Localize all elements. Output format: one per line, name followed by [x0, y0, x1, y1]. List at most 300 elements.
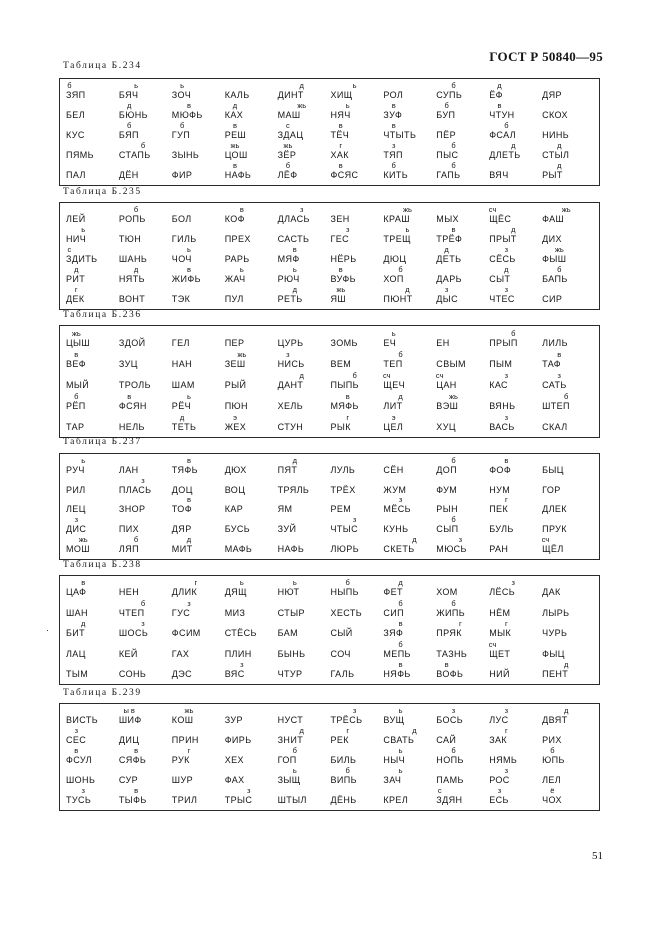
- word-cell: [119, 329, 172, 350]
- transcription-mark: в: [186, 265, 191, 274]
- word-cell: [66, 457, 119, 477]
- syllable-word: ЛЫРЬ: [542, 607, 570, 618]
- word-cell: [489, 102, 542, 122]
- syllable-word: НИЧ: [66, 234, 87, 244]
- transcription-mark: д: [511, 225, 516, 234]
- word-cell: [278, 286, 331, 306]
- syllable-word: ВОНТ: [118, 294, 146, 304]
- syllable-word: ГЕС: [330, 234, 350, 244]
- syllable-word: ТРЁСЬ: [330, 715, 363, 725]
- transcription-mark: в: [338, 161, 343, 170]
- syllable-word: БОСЬ: [436, 715, 464, 725]
- syllable-word: ЩЕТ: [489, 648, 511, 659]
- syllable-word: ДОЦ: [171, 484, 193, 495]
- syllable-word: МЫЙ: [66, 380, 90, 390]
- word-cell: [383, 392, 436, 413]
- word-cell: [278, 516, 331, 536]
- word-cell: [119, 787, 172, 807]
- syllable-word: ЩЁЛ: [542, 543, 564, 554]
- syllable-word: ДВЯТ: [542, 715, 568, 725]
- word-cell: [172, 661, 225, 681]
- syllable-word: РЕМ: [330, 504, 352, 515]
- transcription-mark: з: [458, 534, 463, 544]
- word-cell: [436, 536, 489, 556]
- word-cell: [66, 82, 119, 102]
- word-cell: [383, 122, 436, 142]
- word-cell: [278, 102, 331, 122]
- syllable-word: БАМ: [277, 628, 299, 639]
- syllable-word: ФСАЛ: [489, 130, 517, 140]
- transcription-mark: б: [398, 598, 403, 608]
- transcription-mark: д: [398, 578, 403, 588]
- syllable-word: ЗЯФ: [383, 628, 404, 639]
- syllable-word: ШИФ: [118, 715, 142, 725]
- word-cell: [542, 350, 595, 371]
- word-cell: [383, 599, 436, 619]
- word-cell: [383, 286, 436, 306]
- syllable-word: ТЮН: [118, 234, 142, 244]
- word-cell: [383, 620, 436, 640]
- word-cell: [383, 82, 436, 102]
- syllable-word: КОФ: [224, 214, 245, 224]
- word-cell: [436, 599, 489, 619]
- word-cell: [331, 579, 384, 599]
- word-cell: [172, 413, 225, 434]
- syllable-word: ФЫШ: [542, 254, 567, 264]
- word-cell: [436, 162, 489, 182]
- transcription-mark: б: [345, 766, 350, 775]
- syllable-word: ПЛАСЬ: [118, 484, 152, 495]
- syllable-word: НУСТ: [277, 715, 304, 725]
- transcription-mark: б: [179, 121, 185, 130]
- syllable-word: ДАНТ: [277, 380, 304, 390]
- transcription-mark: г: [74, 285, 78, 294]
- word-cell: [172, 620, 225, 640]
- transcription-mark: в: [186, 495, 191, 505]
- word-cell: [542, 329, 595, 350]
- syllable-word: ЦУРЬ: [277, 338, 304, 348]
- word-cell: [66, 497, 119, 517]
- syllable-word: ДЛЕТЬ: [489, 150, 521, 160]
- word-cell: [119, 536, 172, 556]
- transcription-mark: д: [504, 265, 509, 274]
- syllable-word: ХЕЛЬ: [277, 401, 304, 411]
- syllable-word: БЯЧ: [118, 90, 139, 100]
- syllable-word: ЯШ: [330, 294, 347, 304]
- syllable-word: БУЛЬ: [489, 524, 514, 535]
- word-cell: [331, 82, 384, 102]
- transcription-mark: жь: [230, 141, 240, 150]
- syllable-word: ФАШ: [542, 214, 565, 224]
- syllable-word: ЖЕХ: [224, 422, 247, 432]
- syllable-word: ЛИТ: [383, 401, 403, 411]
- syllable-word: ГУП: [171, 130, 191, 140]
- word-cell: [119, 767, 172, 787]
- word-cell: [119, 477, 172, 497]
- syllable-word: ХЕХ: [224, 755, 244, 765]
- word-cell: [225, 266, 278, 286]
- word-cell: [119, 392, 172, 413]
- transcription-mark: ь: [398, 746, 403, 755]
- transcription-mark: з: [504, 413, 509, 422]
- syllable-word: ХАК: [330, 150, 349, 160]
- transcription-mark: з: [557, 371, 562, 380]
- word-cell: [542, 767, 595, 787]
- word-cell: [278, 142, 331, 162]
- word-cell: [489, 122, 542, 142]
- word-cell: [278, 457, 331, 477]
- word-cell: [383, 747, 436, 767]
- syllable-word: ЦОШ: [224, 150, 248, 160]
- syllable-word: ЗНИТ: [277, 735, 304, 745]
- word-cell: [331, 266, 384, 286]
- word-cell: [66, 767, 119, 787]
- transcription-mark: в: [74, 350, 79, 359]
- transcription-mark: б: [444, 101, 449, 110]
- word-cell: [331, 707, 384, 727]
- word-cell: [489, 371, 542, 392]
- transcription-mark: д: [299, 81, 304, 90]
- word-cell: [225, 371, 278, 392]
- document-header: ГОСТ Р 50840—95: [489, 49, 603, 64]
- word-cell: [436, 661, 489, 681]
- syllable-word: МЫХ: [436, 214, 459, 224]
- syllable-word: КРЕЛ: [383, 795, 409, 805]
- transcription-mark: ь: [292, 578, 297, 588]
- transcription-mark: г: [505, 726, 508, 735]
- word-cell: [172, 392, 225, 413]
- word-cell: [489, 457, 542, 477]
- transcription-mark: з: [240, 659, 244, 669]
- transcription-mark: с: [286, 121, 290, 130]
- word-grid: [66, 206, 595, 306]
- syllable-word: ВЕФ: [66, 359, 87, 369]
- transcription-mark: д: [232, 101, 238, 110]
- syllable-word: НИСЬ: [277, 359, 305, 369]
- transcription-mark: б: [345, 578, 350, 588]
- syllable-word: ВЯС: [224, 668, 245, 679]
- word-cell: [436, 266, 489, 286]
- word-cell: [331, 727, 384, 747]
- transcription-mark: в: [239, 205, 244, 214]
- word-cell: [278, 620, 331, 640]
- transcription-mark: б: [127, 121, 132, 130]
- syllable-word: НЯФЬ: [383, 668, 411, 679]
- syllable-word: НЫПЬ: [330, 587, 359, 598]
- transcription-mark: в: [338, 121, 343, 130]
- transcription-mark: в: [557, 350, 562, 359]
- syllable-word: ПАМЬ: [436, 775, 464, 785]
- transcription-mark: б: [398, 350, 403, 359]
- syllable-word: ПЕК: [489, 504, 509, 515]
- word-cell: [225, 707, 278, 727]
- word-cell: [66, 206, 119, 226]
- word-cell: [331, 661, 384, 681]
- syllable-word: СУР: [118, 775, 139, 785]
- syllable-word: ДЁНЬ: [330, 795, 357, 805]
- word-cell: [66, 579, 119, 599]
- word-cell: [172, 727, 225, 747]
- word-cell: [278, 707, 331, 727]
- syllable-word: ПЮНТ: [383, 294, 413, 304]
- word-cell: [225, 640, 278, 660]
- syllable-word: ПЫПЬ: [330, 380, 359, 390]
- syllable-word: ПРУК: [542, 524, 567, 535]
- word-cell: [489, 497, 542, 517]
- word-cell: [489, 620, 542, 640]
- syllable-word: ТРЕЩ: [383, 234, 411, 244]
- transcription-mark: з: [444, 285, 449, 294]
- word-cell: [331, 142, 384, 162]
- transcription-mark: ь: [180, 81, 185, 90]
- syllable-word: КОШ: [171, 715, 194, 725]
- table-title: Таблица Б.235: [63, 187, 142, 197]
- syllable-word: ТЭК: [171, 294, 191, 304]
- word-cell: [119, 620, 172, 640]
- word-cell: [278, 162, 331, 182]
- word-cell: [225, 579, 278, 599]
- word-cell: [172, 579, 225, 599]
- transcription-mark: г: [505, 619, 508, 629]
- syllable-word: ВАСЬ: [489, 422, 515, 432]
- word-cell: [436, 350, 489, 371]
- word-cell: [436, 767, 489, 787]
- syllable-word: ЗОЧ: [171, 90, 192, 100]
- page-number: 51: [592, 850, 603, 862]
- word-cell: [542, 477, 595, 497]
- transcription-mark: з: [511, 578, 516, 588]
- word-cell: [278, 767, 331, 787]
- transcription-mark: б: [511, 329, 516, 338]
- transcription-mark: э: [391, 413, 396, 422]
- syllable-word: НЫЧ: [383, 755, 406, 765]
- syllable-word: БЕЛ: [66, 110, 86, 120]
- transcription-mark: д: [511, 141, 516, 150]
- word-cell: [119, 226, 172, 246]
- syllable-word: СКОХ: [542, 110, 568, 120]
- syllable-word: ЩЕЧ: [383, 380, 406, 390]
- syllable-word: ФУМ: [436, 484, 458, 495]
- transcription-mark: в: [497, 101, 502, 110]
- word-cell: [383, 477, 436, 497]
- word-cell: [489, 640, 542, 660]
- word-cell: [331, 122, 384, 142]
- syllable-word: ТЫМ: [66, 668, 89, 679]
- syllable-word: ДЛИК: [171, 587, 198, 598]
- syllable-word: СОНЬ: [118, 668, 147, 679]
- word-cell: [542, 413, 595, 434]
- syllable-word: СТЫЛ: [542, 150, 570, 160]
- word-cell: [331, 477, 384, 497]
- syllable-word: ПЛИН: [224, 648, 252, 659]
- word-cell: [225, 787, 278, 807]
- syllable-word: ЕН: [436, 338, 450, 348]
- syllable-word: РИЛ: [66, 484, 86, 495]
- syllable-word: СИР: [542, 294, 563, 304]
- word-grid: [66, 707, 595, 807]
- syllable-word: ФСЯС: [330, 170, 359, 180]
- transcription-mark: г: [346, 413, 350, 422]
- syllable-word: ШАН: [66, 607, 88, 618]
- word-cell: [542, 516, 595, 536]
- word-cell: [489, 329, 542, 350]
- syllable-word: СКЕТЬ: [383, 543, 415, 554]
- word-cell: [383, 329, 436, 350]
- syllable-word: РАРЬ: [224, 254, 250, 264]
- transcription-mark: жь: [184, 706, 194, 715]
- word-cell: [172, 457, 225, 477]
- word-cell: [119, 640, 172, 660]
- syllable-word: ТРЁХ: [330, 484, 356, 495]
- syllable-word: САЙ: [436, 735, 457, 745]
- syllable-word: ФСУЛ: [66, 755, 92, 765]
- word-cell: [225, 286, 278, 306]
- word-cell: [225, 226, 278, 246]
- transcription-mark: б: [451, 141, 456, 150]
- word-cell: [66, 162, 119, 182]
- syllable-word: ЦАН: [436, 380, 457, 390]
- syllable-word: НИНЬ: [542, 130, 570, 140]
- syllable-word: РУЧ: [66, 464, 85, 475]
- syllable-word: ЛУЛЬ: [330, 464, 356, 475]
- syllable-word: ФАХ: [224, 775, 245, 785]
- transcription-mark: жь: [283, 141, 293, 150]
- transcription-mark: б: [292, 746, 297, 755]
- word-cell: [542, 142, 595, 162]
- syllable-word: МЮФЬ: [171, 110, 203, 120]
- word-cell: [278, 579, 331, 599]
- word-cell: [436, 747, 489, 767]
- syllable-word: ВЯЧ: [489, 170, 509, 180]
- word-cell: [172, 640, 225, 660]
- word-grid: [66, 82, 595, 182]
- syllable-word: ЛЯП: [118, 543, 139, 554]
- word-cell: [436, 620, 489, 640]
- syllable-word: ЛЕЦ: [66, 504, 86, 515]
- transcription-mark: жь: [554, 245, 564, 254]
- syllable-word: РЕШ: [224, 130, 247, 140]
- word-cell: [225, 497, 278, 517]
- syllable-word: БЫНЬ: [277, 648, 306, 659]
- syllable-word: ЦАФ: [66, 587, 87, 598]
- syllable-word: ШУР: [171, 775, 193, 785]
- syllable-word: ЗЫЩ: [277, 775, 301, 785]
- transcription-mark: ь: [405, 225, 410, 234]
- syllable-word: МАФЬ: [224, 543, 253, 554]
- word-cell: [489, 477, 542, 497]
- syllable-word: ГАПЬ: [436, 170, 461, 180]
- word-cell: [278, 747, 331, 767]
- table-title: Таблица Б.236: [63, 310, 142, 320]
- syllable-word: ДЁН: [118, 170, 139, 180]
- transcription-mark: з: [451, 706, 456, 715]
- syllable-word: ЖУМ: [383, 484, 407, 495]
- syllable-word: НАФЬ: [224, 170, 252, 180]
- syllable-word: МЮСЬ: [436, 543, 467, 554]
- word-cell: [383, 787, 436, 807]
- word-cell: [278, 371, 331, 392]
- syllable-word: ЛУС: [489, 715, 509, 725]
- transcription-mark: с: [437, 786, 442, 795]
- table-title: Таблица Б.239: [63, 688, 142, 698]
- syllable-word: БУСЬ: [224, 524, 251, 535]
- word-cell: [172, 102, 225, 122]
- transcription-mark: ь: [81, 455, 86, 465]
- syllable-word: ДИС: [66, 524, 87, 535]
- table-title: Таблица Б.238: [63, 560, 142, 570]
- word-cell: [489, 162, 542, 182]
- transcription-mark: д: [444, 245, 449, 254]
- syllable-word: САТЬ: [542, 380, 567, 390]
- syllable-word: ДИЦ: [118, 735, 140, 745]
- syllable-word: ГУС: [171, 607, 191, 618]
- word-cell: [119, 266, 172, 286]
- word-cell: [225, 516, 278, 536]
- word-cell: [436, 707, 489, 727]
- word-cell: [436, 497, 489, 517]
- syllable-word: РЁЧ: [171, 401, 192, 411]
- syllable-word: КЕЙ: [118, 648, 138, 659]
- word-cell: [66, 413, 119, 434]
- word-cell: [489, 661, 542, 681]
- syllable-word: ТРОЛЬ: [118, 380, 151, 390]
- word-cell: [436, 640, 489, 660]
- word-cell: [383, 350, 436, 371]
- word-cell: [331, 620, 384, 640]
- syllable-word: ДЫС: [436, 294, 459, 304]
- syllable-word: БУП: [436, 110, 456, 120]
- transcription-mark: в: [345, 392, 350, 401]
- syllable-word: РИХ: [542, 735, 562, 745]
- word-cell: [278, 246, 331, 266]
- word-cell: [66, 707, 119, 727]
- transcription-mark: з: [352, 706, 357, 715]
- word-cell: [66, 102, 119, 122]
- word-cell: [278, 477, 331, 497]
- syllable-word: ГОП: [277, 755, 297, 765]
- word-cell: [278, 640, 331, 660]
- syllable-word: КУНЬ: [383, 524, 409, 535]
- transcription-mark: в: [398, 659, 403, 669]
- word-cell: [436, 579, 489, 599]
- syllable-word: ДАРЬ: [436, 274, 462, 284]
- syllable-word: ДИХ: [542, 234, 562, 244]
- word-cell: [172, 206, 225, 226]
- syllable-word: НАН: [171, 359, 192, 369]
- syllable-word: ЗАК: [489, 735, 508, 745]
- transcription-mark: б: [391, 161, 396, 170]
- syllable-word: ДАК: [542, 587, 561, 598]
- syllable-word: ФСИМ: [171, 628, 201, 639]
- syllable-word: ПЯМЬ: [66, 150, 94, 160]
- syllable-word: ЗДОЙ: [118, 338, 146, 348]
- syllable-word: РИТ: [66, 274, 86, 284]
- syllable-word: ХУЦ: [436, 422, 456, 432]
- word-cell: [172, 246, 225, 266]
- transcription-mark: з: [74, 726, 79, 735]
- syllable-word: НОПЬ: [436, 755, 464, 765]
- syllable-word: СТУН: [277, 422, 304, 432]
- word-cell: [542, 457, 595, 477]
- transcription-mark: б: [451, 455, 456, 465]
- word-cell: [331, 206, 384, 226]
- word-cell: [542, 122, 595, 142]
- syllable-word: ШОСЬ: [118, 628, 149, 639]
- word-cell: [278, 536, 331, 556]
- syllable-word: ПЁР: [436, 130, 456, 140]
- transcription-mark: в: [338, 265, 343, 274]
- syllable-word: ЛЕЛ: [542, 775, 562, 785]
